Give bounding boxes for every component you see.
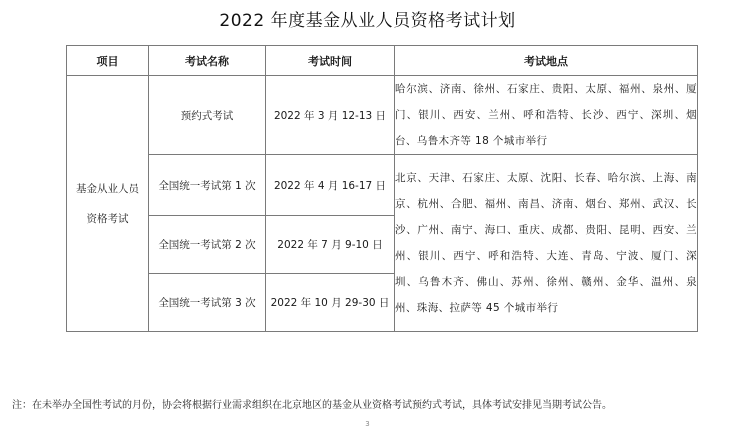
footnote: 注：在未举办全国性考试的月份，协会将根据行业需求组织在北京地区的基金从业资格考试预约式考试，具体考试安排见当期考试公告。 xyxy=(12,400,612,411)
exam-location-cell: 哈尔滨、济南、徐州、石家庄、贵阳、太原、福州、泉州、厦门、银川、西安、兰州、呼和浩特、长沙、西宁、深圳、烟台、乌鲁木齐等 18 个城市举行 xyxy=(395,76,698,155)
page-number: 3 xyxy=(365,420,370,428)
exam-time-cell: 2022 年 10 月 29-30 日 xyxy=(266,274,395,332)
page-title: 2022 年度基金从业人员资格考试计划 xyxy=(219,11,516,31)
exam-time-cell: 2022 年 3 月 12-13 日 xyxy=(266,76,395,155)
unified-exam-location-cell: 北京、天津、石家庄、太原、沈阳、长春、哈尔滨、上海、南京、杭州、合肥、福州、南昌、济南、烟台、郑州、武汉、长沙、广州、南宁、海口、重庆、成都、贵阳、昆明、西安、兰州、银川、西宁、呼和浩特、大连、青岛、宁波、厦门、深圳、乌鲁木齐、佛山、苏州、徐州、赣州、金华、温州、泉州、珠海、拉萨等 45 个城市举行 xyxy=(395,155,698,332)
header-exam-time: 考试时间 xyxy=(266,46,395,76)
header-exam-location: 考试地点 xyxy=(395,46,698,76)
item-label-line1: 基金从业人员 xyxy=(76,182,139,195)
header-item: 项目 xyxy=(67,46,149,76)
item-label-line2: 资格考试 xyxy=(86,212,129,225)
exam-time-cell: 2022 年 4 月 16-17 日 xyxy=(266,155,395,216)
header-exam-name: 考试名称 xyxy=(149,46,266,76)
table-row xyxy=(67,76,698,155)
item-cell xyxy=(67,76,149,332)
exam-name-cell: 预约式考试 xyxy=(149,76,266,155)
exam-time-cell: 2022 年 7 月 9-10 日 xyxy=(266,216,395,274)
table-header-row xyxy=(67,46,698,76)
exam-name-cell: 全国统一考试第 1 次 xyxy=(149,155,266,216)
exam-name-cell: 全国统一考试第 3 次 xyxy=(149,274,266,332)
exam-name-cell: 全国统一考试第 2 次 xyxy=(149,216,266,274)
table-row xyxy=(67,155,698,216)
exam-plan-table xyxy=(66,45,698,332)
